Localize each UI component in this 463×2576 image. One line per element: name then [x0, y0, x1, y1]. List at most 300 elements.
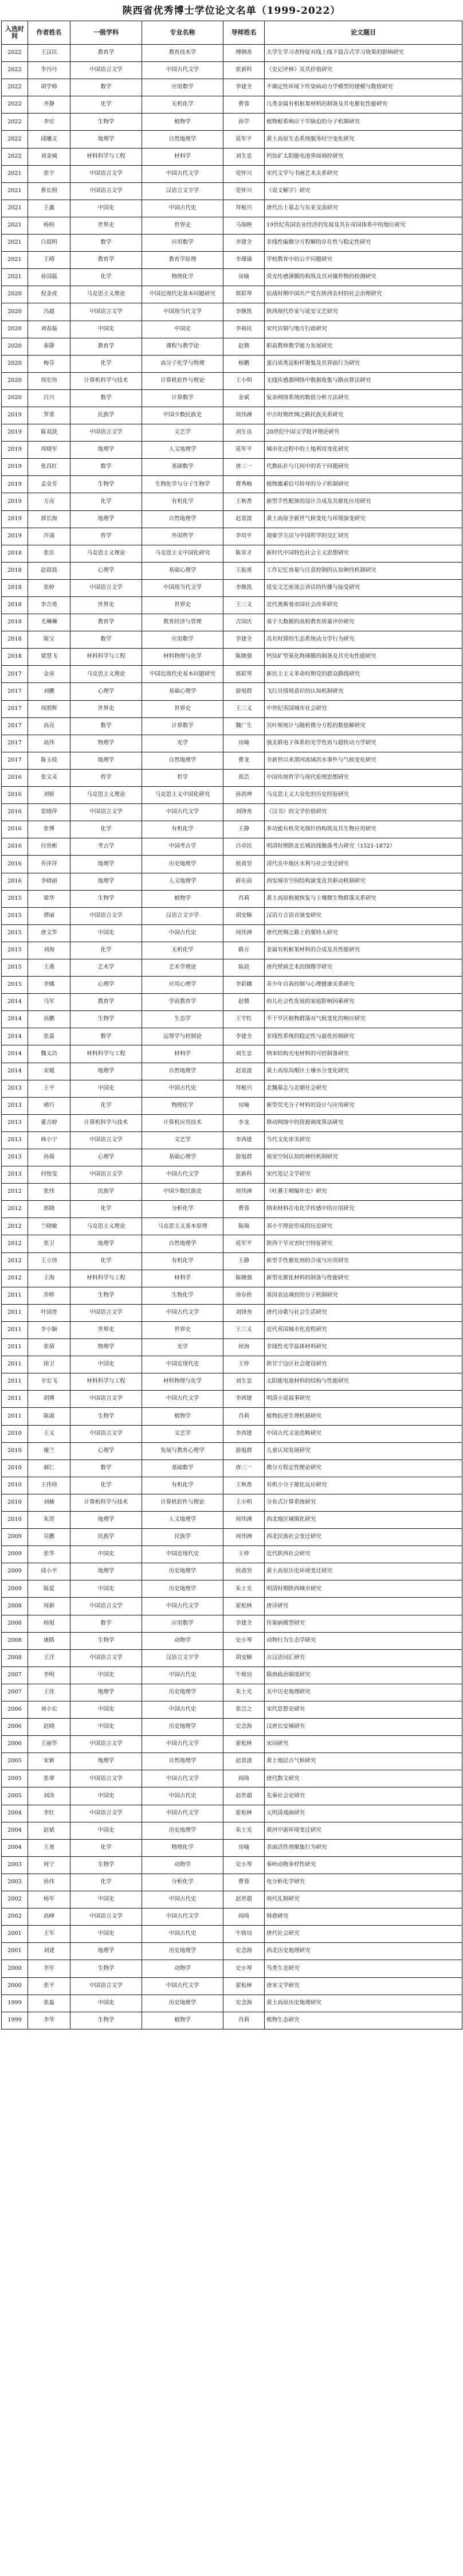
cell-advisor: 肖莉 [223, 2012, 265, 2029]
cell-author: 赵斌 [28, 1822, 70, 1839]
cell-discipline: 生物学 [70, 1632, 142, 1649]
cell-year: 2014 [2, 994, 28, 1011]
cell-discipline: 民族学 [70, 1184, 142, 1201]
cell-author: 高伟 [28, 735, 70, 752]
cell-discipline: 马克思主义理论 [70, 286, 142, 303]
cell-discipline: 生物学 [70, 1856, 142, 1874]
cell-author: 白晨明 [28, 235, 70, 252]
cell-author: 梁慧飞 [28, 649, 70, 666]
cell-thesis-title: 元明清戏曲研究 [265, 1805, 462, 1822]
cell-thesis-title: 邓小平理论形成的历史研究 [265, 1218, 462, 1235]
cell-discipline: 中国语言文学 [70, 1805, 142, 1822]
cell-author: 胡学帅 [28, 79, 70, 96]
cell-discipline: 地理学 [70, 1753, 142, 1770]
table-row [2, 787, 462, 804]
cell-thesis-title: 近代奥斯曼帝国社会改革研究 [265, 597, 462, 614]
cell-major: 计算机应用技术 [142, 1114, 223, 1131]
table-row [2, 856, 462, 873]
cell-thesis-title: 唐代诗歌与社会生活研究 [265, 1304, 462, 1321]
cell-thesis-title: 飞行员情境意识的认知机制研究 [265, 683, 462, 700]
table-row [2, 1080, 462, 1097]
table-row [2, 200, 462, 217]
table-row [2, 1960, 462, 1977]
cell-year: 2011 [2, 1356, 28, 1373]
cell-major: 中国古代文学 [142, 1770, 223, 1787]
table-row [2, 1874, 462, 1891]
cell-major: 课程与教学论 [142, 338, 223, 355]
cell-thesis-title: 宋代文学与书画艺术关系研究 [265, 165, 462, 182]
cell-discipline: 中国语言文学 [70, 1391, 142, 1408]
cell-major: 光学 [142, 1339, 223, 1356]
cell-thesis-title: 植物生态研究 [265, 2012, 462, 2029]
table-row [2, 1477, 462, 1494]
cell-year: 2021 [2, 200, 28, 217]
cell-discipline: 教育学 [70, 338, 142, 355]
cell-discipline: 材料科学与工程 [70, 1270, 142, 1287]
cell-author: 孙瑞 [28, 1149, 70, 1166]
cell-thesis-title: 新型手性催化剂的合成与应用研究 [265, 1252, 462, 1270]
table-row [2, 62, 462, 79]
cell-author: 朱贺 [28, 1511, 70, 1528]
cell-discipline: 地理学 [70, 873, 142, 890]
cell-author: 刘春磊 [28, 321, 70, 338]
cell-advisor: 张新科 [223, 1166, 265, 1184]
cell-year: 2000 [2, 1960, 28, 1977]
cell-author: 王洋 [28, 1649, 70, 1666]
cell-discipline: 化学 [70, 1839, 142, 1856]
cell-discipline: 数学 [70, 79, 142, 96]
cell-year: 2020 [2, 372, 28, 389]
cell-discipline: 艺术学 [70, 959, 142, 976]
table-row [2, 252, 462, 269]
table-row [2, 1684, 462, 1701]
table-row [2, 321, 462, 338]
cell-major: 历史地理学 [142, 1822, 223, 1839]
cell-major: 中国古代文学 [142, 1977, 223, 1995]
cell-major: 历史地理学 [142, 1684, 223, 1701]
cell-major: 应用数学 [142, 1615, 223, 1632]
cell-discipline: 世界史 [70, 1321, 142, 1338]
cell-year: 2018 [2, 649, 28, 666]
cell-major: 动物学 [142, 1856, 223, 1874]
table-row [2, 1063, 462, 1080]
cell-major: 自然地理学 [142, 131, 223, 148]
cell-discipline: 中国语言文学 [70, 1598, 142, 1615]
cell-thesis-title: 中国传统哲学与现代伦理思想研究 [265, 769, 462, 786]
cell-thesis-title: 蛋白质类淀粉样聚集及其界面行为研究 [265, 355, 462, 372]
cell-year: 2013 [2, 1114, 28, 1131]
table-row [2, 838, 462, 856]
cell-discipline: 中国史 [70, 321, 142, 338]
cell-thesis-title: 城市化过程中的土地利用变化研究 [265, 442, 462, 459]
cell-advisor: 王静 [223, 1252, 265, 1270]
cell-advisor: 周伟洲 [223, 407, 265, 424]
table-row [2, 1321, 462, 1338]
cell-discipline: 地理学 [70, 1684, 142, 1701]
table-row [2, 942, 462, 959]
cell-advisor: 陈瑞 [223, 1218, 265, 1235]
cell-discipline: 心理学 [70, 562, 142, 579]
cell-thesis-title: 唐代丝绸之路上的粟特人研究 [265, 924, 462, 942]
cell-year: 2016 [2, 873, 28, 890]
cell-thesis-title: 新时代中国特色社会主义思想研究 [265, 545, 462, 562]
cell-discipline: 化学 [70, 942, 142, 959]
cell-advisor: 李瑾瑜 [223, 252, 265, 269]
table-row [2, 148, 462, 165]
cell-advisor: 孙洪坤 [223, 787, 265, 804]
cell-author: 李晓丽 [28, 873, 70, 890]
cell-major: 汉语言文字学 [142, 907, 223, 924]
cell-major: 材料学 [142, 1270, 223, 1287]
cell-thesis-title: 新型光催化材料的制备与性能研究 [265, 1270, 462, 1287]
cell-author: 秦静 [28, 338, 70, 355]
cell-year: 2005 [2, 1770, 28, 1787]
cell-advisor: 王宇红 [223, 1011, 265, 1028]
cell-major: 历史地理学 [142, 1580, 223, 1598]
cell-discipline: 地理学 [70, 1063, 142, 1080]
cell-year: 2019 [2, 510, 28, 528]
cell-year: 2007 [2, 1684, 28, 1701]
cell-advisor: 刘生忠 [223, 1373, 265, 1391]
cell-discipline: 世界史 [70, 597, 142, 614]
table-row [2, 717, 462, 735]
cell-year: 2012 [2, 1218, 28, 1235]
table-row [2, 1908, 462, 1926]
cell-advisor: 张新科 [223, 62, 265, 79]
cell-discipline: 中国史 [70, 1995, 142, 2012]
cell-year: 2011 [2, 1287, 28, 1304]
cell-advisor: 赵世超 [223, 1891, 265, 1908]
cell-thesis-title: 北魏墓志与北朝社会研究 [265, 1080, 462, 1097]
cell-thesis-title: 马克思主义大众化的历史经验研究 [265, 787, 462, 804]
table-row [2, 873, 462, 890]
cell-author: 张文灵 [28, 769, 70, 786]
cell-author: 付贵彬 [28, 838, 70, 856]
cell-year: 2021 [2, 235, 28, 252]
cell-major: 基础心理学 [142, 1149, 223, 1166]
cell-year: 2002 [2, 1908, 28, 1926]
table-row [2, 1787, 462, 1805]
table-row [2, 700, 462, 717]
table-row [2, 1943, 462, 1960]
cell-advisor: 霍松林 [223, 1598, 265, 1615]
cell-author: 刘娇 [28, 787, 70, 804]
cell-discipline: 地理学 [70, 1563, 142, 1580]
table-row [2, 1391, 462, 1408]
cell-year: 2004 [2, 1839, 28, 1856]
cell-author: 孙国磊 [28, 269, 70, 286]
cell-author: 邱曦文 [28, 131, 70, 148]
cell-year: 2008 [2, 1632, 28, 1649]
cell-year: 2015 [2, 924, 28, 942]
cell-author: 刘鹏 [28, 683, 70, 700]
cell-thesis-title: 微分方程定性理论研究 [265, 1459, 462, 1477]
cell-advisor: 史小琴 [223, 1960, 265, 1977]
cell-author: 刘建 [28, 1943, 70, 1960]
cell-author: 郝仁 [28, 1459, 70, 1477]
cell-thesis-title: 抗战时期中国共产党在陕西农村的社会治理研究 [265, 286, 462, 303]
cell-advisor: 李建全 [223, 631, 265, 649]
cell-author: 宋新 [28, 1753, 70, 1770]
cell-advisor: 王小明 [223, 1494, 265, 1511]
cell-author: 张乐 [28, 545, 70, 562]
table-row [2, 1666, 462, 1684]
cell-thesis-title: 荧光传感薄膜的构筑及其对爆炸物的检测研究 [265, 269, 462, 286]
table-row [2, 1494, 462, 1511]
cell-year: 2015 [2, 959, 28, 976]
cell-advisor: 傅钢善 [223, 45, 265, 62]
cell-major: 中国古代文学 [142, 1805, 223, 1822]
cell-thesis-title: 太阳能电池材料的结构与性能研究 [265, 1373, 462, 1391]
cell-major: 哲学 [142, 769, 223, 786]
table-row [2, 1252, 462, 1270]
cell-advisor: 孙学 [223, 114, 265, 131]
table-row [2, 597, 462, 614]
cell-discipline: 教育学 [70, 252, 142, 269]
cell-major: 应用心理学 [142, 977, 223, 994]
cell-thesis-title: 传染病模型研究 [265, 1615, 462, 1632]
cell-thesis-title: 《汉书》的文学价值研究 [265, 804, 462, 821]
cell-author: 杨旭 [28, 1615, 70, 1632]
cell-discipline: 中国语言文学 [70, 579, 142, 596]
cell-major: 计算数学 [142, 389, 223, 407]
table-row [2, 510, 462, 528]
cell-advisor: 房喻 [223, 1839, 265, 1856]
cell-year: 2011 [2, 1321, 28, 1338]
cell-author: 乔晖 [28, 1287, 70, 1304]
cell-thesis-title: 有机小分子催化反应研究 [265, 1477, 462, 1494]
cell-thesis-title: 西北历史地理研究 [265, 1943, 462, 1960]
table-row [2, 355, 462, 372]
cell-major: 中国古代史 [142, 1666, 223, 1684]
table-row [2, 1649, 462, 1666]
cell-thesis-title: 西安城市空间结构演变及其驱动机制研究 [265, 873, 462, 890]
cell-thesis-title: 工作记忆容量与注意控制的认知神经机制研究 [265, 562, 462, 579]
cell-author: 王军 [28, 1926, 70, 1943]
cell-major: 中国现当代文学 [142, 579, 223, 596]
cell-year: 2004 [2, 1805, 28, 1822]
cell-advisor: 朱士光 [223, 1580, 265, 1598]
cell-year: 2002 [2, 1891, 28, 1908]
cell-thesis-title: 新型手性配体的设计合成及其催化应用研究 [265, 493, 462, 510]
cell-thesis-title: 电分析化学研究 [265, 1874, 462, 1891]
cell-advisor: 侯甬坚 [223, 856, 265, 873]
cell-author: 兰晓敏 [28, 1218, 70, 1235]
cell-major: 中国近现代史基本问题研究 [142, 666, 223, 683]
cell-advisor: 赵景波 [223, 1753, 265, 1770]
cell-major: 计算数学 [142, 717, 223, 735]
cell-year: 2014 [2, 1063, 28, 1080]
cell-thesis-title: 金属有机框架材料的合成及其性能研究 [265, 942, 462, 959]
cell-advisor: 房喻 [223, 735, 265, 752]
cell-advisor: 胡安顺 [223, 1649, 265, 1666]
cell-thesis-title: 青少年自我控制与心理健康关系研究 [265, 977, 462, 994]
cell-author: 谢兰 [28, 1442, 70, 1459]
cell-major: 自然地理学 [142, 1753, 223, 1770]
table-row [2, 562, 462, 579]
cell-author: 张磊 [28, 1995, 70, 2012]
cell-year: 2018 [2, 562, 28, 579]
cell-discipline: 数学 [70, 631, 142, 649]
header-author: 作者姓名 [28, 21, 70, 45]
cell-advisor: 路万 [223, 942, 265, 959]
cell-author: 王平 [28, 1080, 70, 1097]
table-row [2, 338, 462, 355]
cell-author: 李红 [28, 1805, 70, 1822]
cell-major: 民族学 [142, 1529, 223, 1546]
table-row [2, 614, 462, 631]
cell-thesis-title: 钙钛矿太阳能电池界面调控研究 [265, 148, 462, 165]
cell-year: 2010 [2, 1425, 28, 1442]
cell-year: 2010 [2, 1511, 28, 1528]
table-row [2, 389, 462, 407]
cell-major: 人文地理学 [142, 873, 223, 890]
cell-major: 历史地理学 [142, 1995, 223, 2012]
cell-thesis-title: 儿童认知发展研究 [265, 1442, 462, 1459]
cell-thesis-title: 宋代思想史研究 [265, 1701, 462, 1719]
cell-year: 2017 [2, 700, 28, 717]
cell-major: 中国古代文学 [142, 62, 223, 79]
cell-thesis-title: 植物抗逆生理机制研究 [265, 1408, 462, 1425]
cell-advisor: 郭彩琴 [223, 666, 265, 683]
cell-advisor: 拜根兴 [223, 1080, 265, 1097]
cell-thesis-title: 纳米材料在电化学传感中的应用研究 [265, 1201, 462, 1218]
cell-major: 马克思主义中国化研究 [142, 545, 223, 562]
table-row [2, 1598, 462, 1615]
table-row [2, 131, 462, 148]
cell-advisor: 徐存拴 [223, 1287, 265, 1304]
cell-thesis-title: 鸟类生态研究 [265, 1960, 462, 1977]
cell-advisor: 李继凯 [223, 579, 265, 596]
cell-thesis-title: 19世纪英国农业经济的发展及其在帝国体系中的地位研究 [265, 217, 462, 234]
cell-author: 李小颖 [28, 1321, 70, 1338]
table-row [2, 1822, 462, 1839]
cell-discipline: 中国语言文学 [70, 1977, 142, 1995]
cell-thesis-title: 近代陕西社会研究 [265, 1546, 462, 1563]
cell-discipline: 心理学 [70, 1149, 142, 1166]
cell-author: 胡博 [28, 1391, 70, 1408]
cell-discipline: 民族学 [70, 407, 142, 424]
cell-year: 2009 [2, 1563, 28, 1580]
cell-author: 张博 [28, 821, 70, 838]
cell-thesis-title: 黄土高原历史环境变迁研究 [265, 1563, 462, 1580]
cell-major: 中国现当代文学 [142, 303, 223, 321]
cell-major: 植物学 [142, 114, 223, 131]
cell-advisor: 侯洵 [223, 1339, 265, 1356]
cell-author: 周宁 [28, 1856, 70, 1874]
cell-advisor: 房喻 [223, 269, 265, 286]
cell-author: 张宇 [28, 165, 70, 182]
cell-discipline: 化学 [70, 355, 142, 372]
header-major: 专业名称 [142, 21, 223, 45]
cell-major: 文艺学 [142, 1425, 223, 1442]
cell-discipline: 中国语言文学 [70, 907, 142, 924]
cell-major: 中国古代史 [142, 924, 223, 942]
cell-discipline: 数学 [70, 1459, 142, 1477]
cell-year: 2013 [2, 1149, 28, 1166]
cell-advisor: 游旭群 [223, 1149, 265, 1166]
cell-year: 2021 [2, 269, 28, 286]
cell-advisor: 张岂之 [223, 1701, 265, 1719]
cell-thesis-title: 唐宋文学研究 [265, 1977, 462, 1995]
cell-thesis-title: 韩愈研究 [265, 1908, 462, 1926]
cell-author: 刘小宏 [28, 1701, 70, 1719]
cell-advisor: 郭彩琴 [223, 286, 265, 303]
cell-author: 韩小宁 [28, 1131, 70, 1149]
cell-thesis-title: 动物行为生态学研究 [265, 1632, 462, 1649]
cell-major: 学前教育学 [142, 994, 223, 1011]
cell-advisor: 霍松林 [223, 1736, 265, 1753]
cell-advisor: 王小明 [223, 372, 265, 389]
cell-major: 计算机软件与理论 [142, 372, 223, 389]
cell-advisor: 霍松林 [223, 1805, 265, 1822]
cell-thesis-title: 基因表达调控的分子机制研究 [265, 1287, 462, 1304]
cell-advisor: 李西建 [223, 1425, 265, 1442]
cell-author: 王立伟 [28, 1252, 70, 1270]
cell-author: 雷晓萍 [28, 804, 70, 821]
cell-author: 谭丽 [28, 907, 70, 924]
header-thesis-title: 论文题目 [265, 21, 462, 45]
table-row [2, 1459, 462, 1477]
cell-advisor: 马瑞映 [223, 217, 265, 234]
cell-advisor: 李建全 [223, 79, 265, 96]
cell-year: 2012 [2, 1201, 28, 1218]
cell-advisor: 魏广生 [223, 717, 265, 735]
table-row [2, 907, 462, 924]
cell-advisor: 郑芸 [223, 769, 265, 786]
cell-major: 中国近现代史 [142, 1546, 223, 1563]
cell-year: 2001 [2, 1926, 28, 1943]
cell-year: 2019 [2, 493, 28, 510]
cell-advisor: 史小琴 [223, 1632, 265, 1649]
table-row [2, 1529, 462, 1546]
cell-major: 中国古代史 [142, 1701, 223, 1719]
cell-discipline: 生物学 [70, 1960, 142, 1977]
table-row [2, 217, 462, 234]
cell-author: 周照辉 [28, 700, 70, 717]
cell-thesis-title: 代数拓扑与几何中的若干问题研究 [265, 459, 462, 476]
cell-thesis-title: 西北地区城镇化研究 [265, 1511, 462, 1528]
cell-thesis-title: 中古时期丝绸之路民族关系研究 [265, 407, 462, 424]
cell-discipline: 教育学 [70, 994, 142, 1011]
cell-thesis-title: 职前教师教学能力发展研究 [265, 338, 462, 355]
cell-discipline: 数学 [70, 389, 142, 407]
cell-discipline: 马克思主义理论 [70, 787, 142, 804]
cell-thesis-title: 纳米结构光电材料的可控制备研究 [265, 1045, 462, 1063]
cell-thesis-title: 多功能有机荧光探针的构筑及其生物应用研究 [265, 821, 462, 838]
cell-advisor: 朱士光 [223, 1822, 265, 1839]
table-row [2, 407, 462, 424]
cell-author: 郭晓 [28, 1201, 70, 1218]
cell-thesis-title: 半干旱区植物群落对气候变化的响应研究 [265, 1011, 462, 1028]
cell-year: 2021 [2, 165, 28, 182]
cell-advisor: 赵景波 [223, 510, 265, 528]
cell-thesis-title: 唐代散文研究 [265, 1770, 462, 1787]
cell-advisor: 党怀兴 [223, 165, 265, 182]
cell-discipline: 中国语言文学 [70, 1425, 142, 1442]
cell-advisor: 史念海 [223, 1719, 265, 1736]
cell-discipline: 计算机科学与技术 [70, 1114, 142, 1131]
cell-year: 2020 [2, 321, 28, 338]
table-row [2, 579, 462, 596]
table-row [2, 45, 462, 62]
cell-discipline: 中国史 [70, 1926, 142, 1943]
table-row [2, 1856, 462, 1874]
table-row [2, 924, 462, 942]
cell-thesis-title: 新型荧光分子材料的设计与应用研究 [265, 1097, 462, 1114]
cell-major: 中国近现代史 [142, 1356, 223, 1373]
cell-advisor: 延军平 [223, 1235, 265, 1252]
